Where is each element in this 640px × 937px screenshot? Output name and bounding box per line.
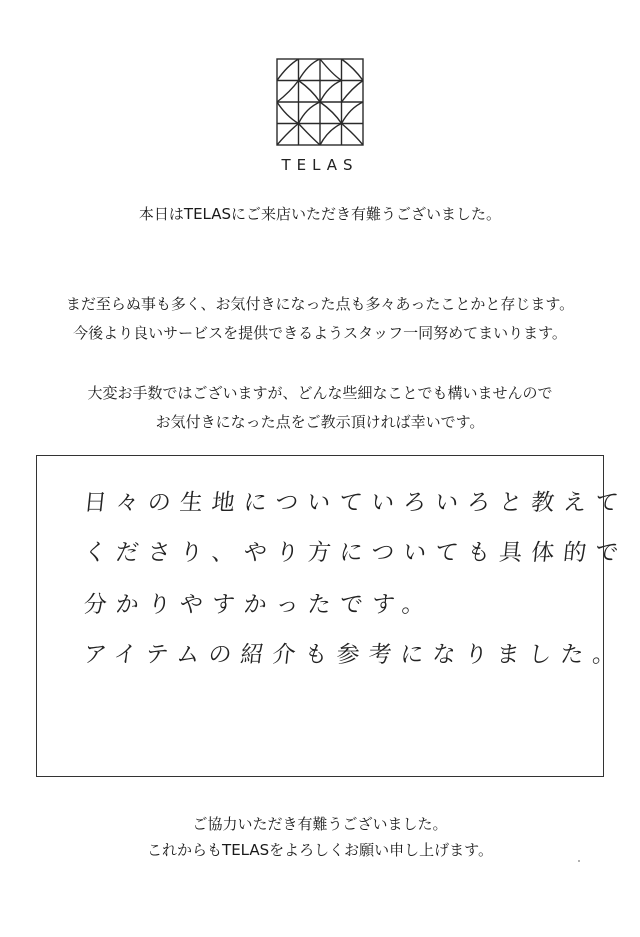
telas-logo-icon [276,58,364,146]
apology-line-1: まだ至らぬ事も多く、お気付きになった点も多々あったことかと存じます。 [65,295,575,313]
speck [578,860,580,862]
request-line-2: お気付きになった点をご教示頂ければ幸いです。 [155,413,485,431]
handwritten-comment-line: 日々の生地についていろいろと教えて [82,490,629,516]
closing-thanks: ご協力いただき有難うございました。 [192,815,448,833]
brand-name: TELAS [281,156,359,174]
thanks-message: 本日はTELASにご来店いただき有難うございました。 [138,205,502,223]
apology-line-2: 今後より良いサービスを提供できるようスタッフ一同努めてまいります。 [73,324,567,342]
handwritten-comment-line: アイテムの紹介も参考になりました。 [82,642,626,668]
closing-regards: これからもTELASをよろしくお願い申し上げます。 [147,841,493,859]
request-line-1: 大変お手数ではございますが、どんな些細なことでも構いませんので [87,384,553,402]
handwritten-comment-line: くださり、やり方についても具体的で [82,540,629,566]
handwritten-comment-line: 分かりやすかったです。 [82,592,436,618]
